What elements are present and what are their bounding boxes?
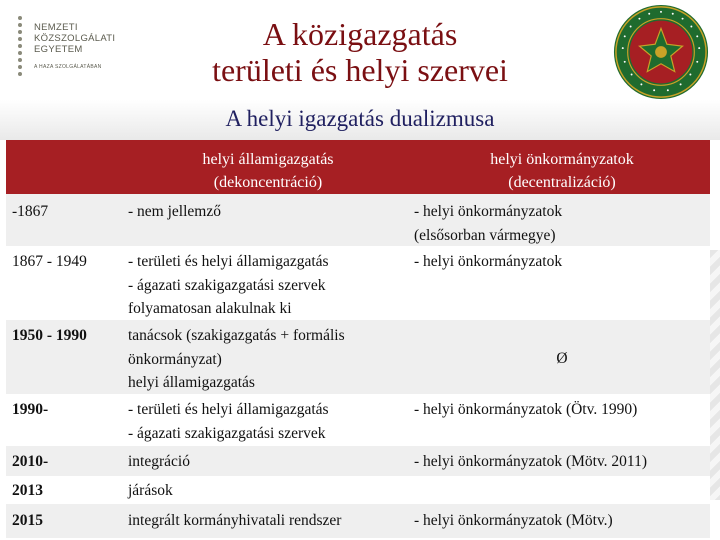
period-cell: -1867 <box>12 203 49 220</box>
cell-line: - területi és helyi államigazgatás <box>128 401 329 418</box>
local-cell <box>414 450 710 474</box>
header-local-gov <box>414 148 710 194</box>
header-line: (dekoncentráció) <box>213 174 323 191</box>
period-cell: 1867 - 1949 <box>12 253 87 270</box>
logo-line: NEMZETI <box>34 22 78 33</box>
cell-line: helyi államigazgatás <box>128 374 255 391</box>
slide-header <box>0 0 720 98</box>
decorative-pattern <box>710 250 720 500</box>
period-cell: 2010- <box>12 453 49 470</box>
cell-line: - helyi önkormányzatok <box>414 203 563 220</box>
cell-line: - ágazati szakigazgatási szervek <box>128 276 326 294</box>
state-cell <box>128 324 408 395</box>
logo-tagline: A HAZA SZOLGÁLATÁBAN <box>34 64 102 70</box>
university-logo-icon <box>14 16 26 78</box>
table-row <box>6 476 710 504</box>
header-line: helyi önkormányzatok <box>490 151 634 168</box>
cell-line: integrált kormányhivatali rendszer <box>128 512 342 529</box>
title-line-1: A közigazgatás <box>262 16 458 52</box>
title-line-2: területi és helyi szervei <box>212 52 508 88</box>
state-cell <box>128 450 408 474</box>
cell-line: - ágazati szakigazgatási szervek <box>128 424 326 442</box>
cell-line: (elsősorban vármegye) <box>414 226 556 244</box>
slide-subtitle: A helyi igazgatás dualizmusa <box>225 106 495 131</box>
cell-line: - helyi önkormányzatok (Ötv. 1990) <box>414 401 638 418</box>
slide-title <box>150 16 570 88</box>
table-row <box>6 194 710 246</box>
empty-set-symbol: Ø <box>556 350 568 367</box>
university-logo <box>14 14 124 80</box>
cell-line: - helyi önkormányzatok (Mötv. 2011) <box>414 453 648 470</box>
cell-line: - területi és helyi államigazgatás <box>128 253 329 270</box>
header-state-admin <box>128 148 408 194</box>
dualism-table <box>6 140 710 538</box>
table-row <box>6 394 710 446</box>
table-header <box>6 140 710 194</box>
local-cell <box>414 347 710 371</box>
university-seal-icon <box>612 3 710 101</box>
header-line: (decentralizáció) <box>508 174 616 191</box>
state-cell <box>128 479 408 503</box>
period-cell: 1990- <box>12 401 49 418</box>
period-cell: 2013 <box>12 482 43 499</box>
period-cell: 2015 <box>12 512 43 529</box>
state-cell <box>128 200 408 224</box>
table-row <box>6 504 710 538</box>
cell-line: önkormányzat) <box>128 350 222 368</box>
period-cell: 1950 - 1990 <box>12 327 87 344</box>
logo-line: EGYETEM <box>34 44 83 55</box>
logo-line: KÖZSZOLGÁLATI <box>34 33 116 44</box>
header-line: helyi államigazgatás <box>202 151 334 168</box>
table-row <box>6 246 710 320</box>
state-cell <box>128 398 408 445</box>
state-cell <box>128 250 408 321</box>
local-cell <box>414 250 710 274</box>
cell-line: - nem jellemző <box>128 203 221 220</box>
local-cell <box>414 200 710 247</box>
state-cell <box>128 509 408 533</box>
cell-line: integráció <box>128 453 190 470</box>
table-row <box>6 446 710 476</box>
cell-line: tanácsok (szakigazgatás + formális <box>128 327 345 344</box>
cell-line: - helyi önkormányzatok <box>414 253 563 270</box>
cell-line: folyamatosan alakulnak ki <box>128 300 292 317</box>
table-row <box>6 320 710 394</box>
logo-name <box>34 22 115 55</box>
local-cell <box>414 509 710 533</box>
cell-line: - helyi önkormányzatok (Mötv.) <box>414 512 613 529</box>
cell-line: járások <box>128 482 173 499</box>
local-cell <box>414 398 710 422</box>
